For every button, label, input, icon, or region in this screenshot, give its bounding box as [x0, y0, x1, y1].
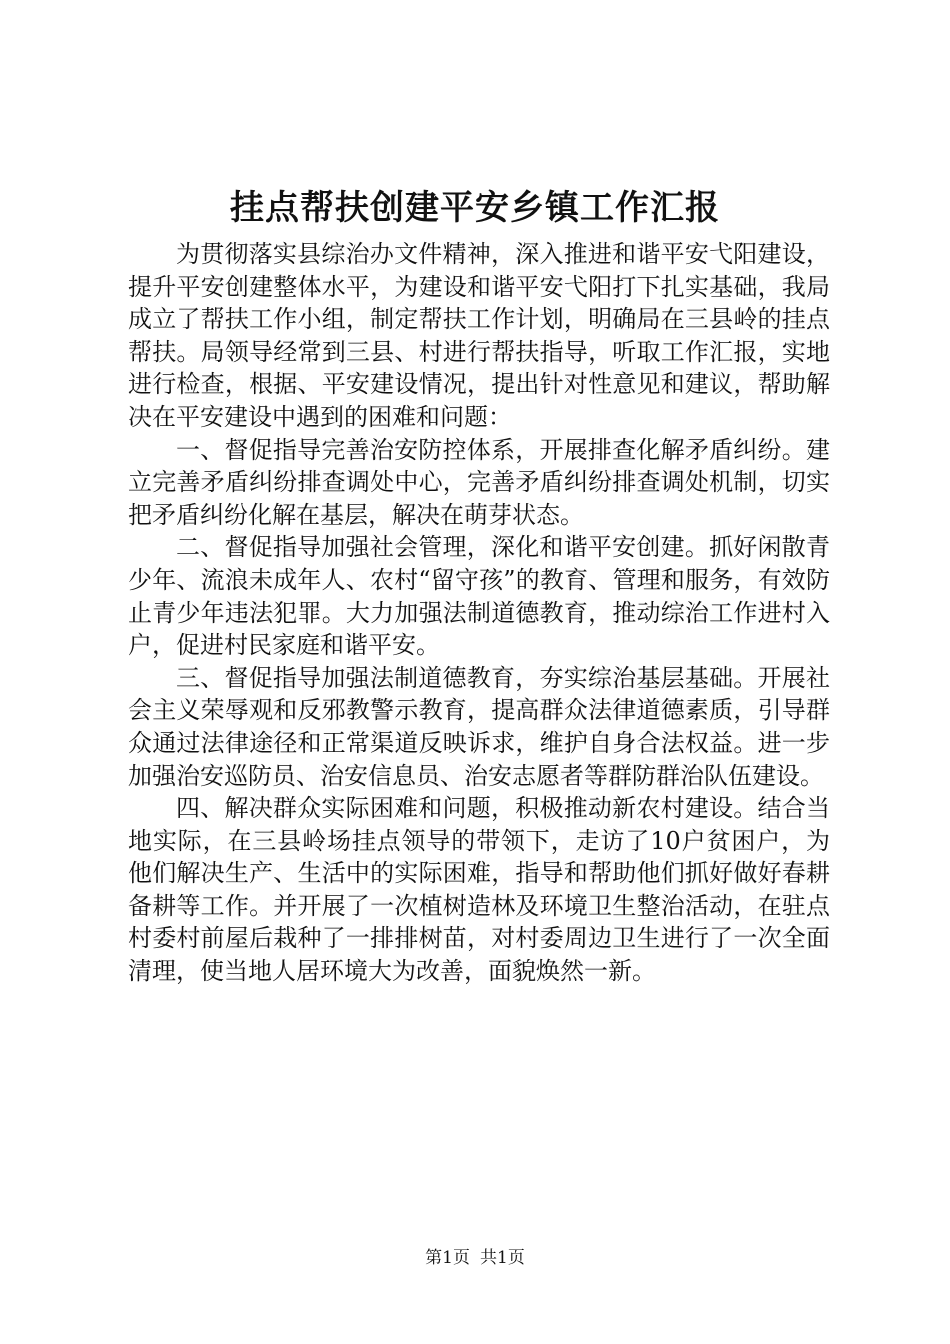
paragraph-section-1: 一、督促指导完善治安防控体系，开展排查化解矛盾纠纷。建立完善矛盾纠纷排查调处中心，完善矛盾纠纷排查调处机制，切实把矛盾纠纷化解在基层，解决在萌芽状态。	[128, 435, 830, 529]
paragraph-section-4: 四、解决群众实际困难和问题，积极推动新农村建设。结合当地实际，在三县岭场挂点领导的带领下，走访了10户贫困户，为他们解决生产、生活中的实际困难，指导和帮助他们抓好做好春耕备耕等工作。并开展了一次植树造林及环境卫生整治活动，在驻点村委村前屋后栽种了一排排树苗，对村委周边卫生进行了一次全面清理，使当地人居环境大为改善，面貌焕然一新。	[128, 794, 830, 986]
paragraph-section-2: 二、督促指导加强社会管理，深化和谐平安创建。抓好闲散青少年、流浪未成年人、农村“留守孩”的教育、管理和服务，有效防止青少年违法犯罪。大力加强法制道德教育，推动综治工作进村入户，促进村民家庭和谐平安。	[128, 533, 830, 660]
page-total: 共1页	[480, 1248, 525, 1268]
document-body	[128, 238, 830, 988]
page-footer	[0, 1246, 950, 1270]
paragraph-section-3: 三、督促指导加强法制道德教育，夯实综治基层基础。开展社会主义荣辱观和反邪教警示教育，提高群众法律道德素质，引导群众通过法律途径和正常渠道反映诉求，维护自身合法权益。进一步加强治安巡防员、治安信息员、治安志愿者等群防群治队伍建设。	[128, 663, 830, 790]
document-title: 挂点帮扶创建平安乡镇工作汇报	[230, 188, 720, 228]
page-number: 第1页	[425, 1248, 470, 1268]
paragraph-intro: 为贯彻落实县综治办文件精神，深入推进和谐平安弋阳建设，提升平安创建整体水平，为建设和谐平安弋阳打下扎实基础，我局成立了帮扶工作小组，制定帮扶工作计划，明确局在三县岭的挂点帮扶。局领导经常到三县、村进行帮扶指导，听取工作汇报，实地进行检查，根据、平安建设情况，提出针对性意见和建议，帮助解决在平安建设中遇到的困难和问题：	[128, 240, 830, 431]
